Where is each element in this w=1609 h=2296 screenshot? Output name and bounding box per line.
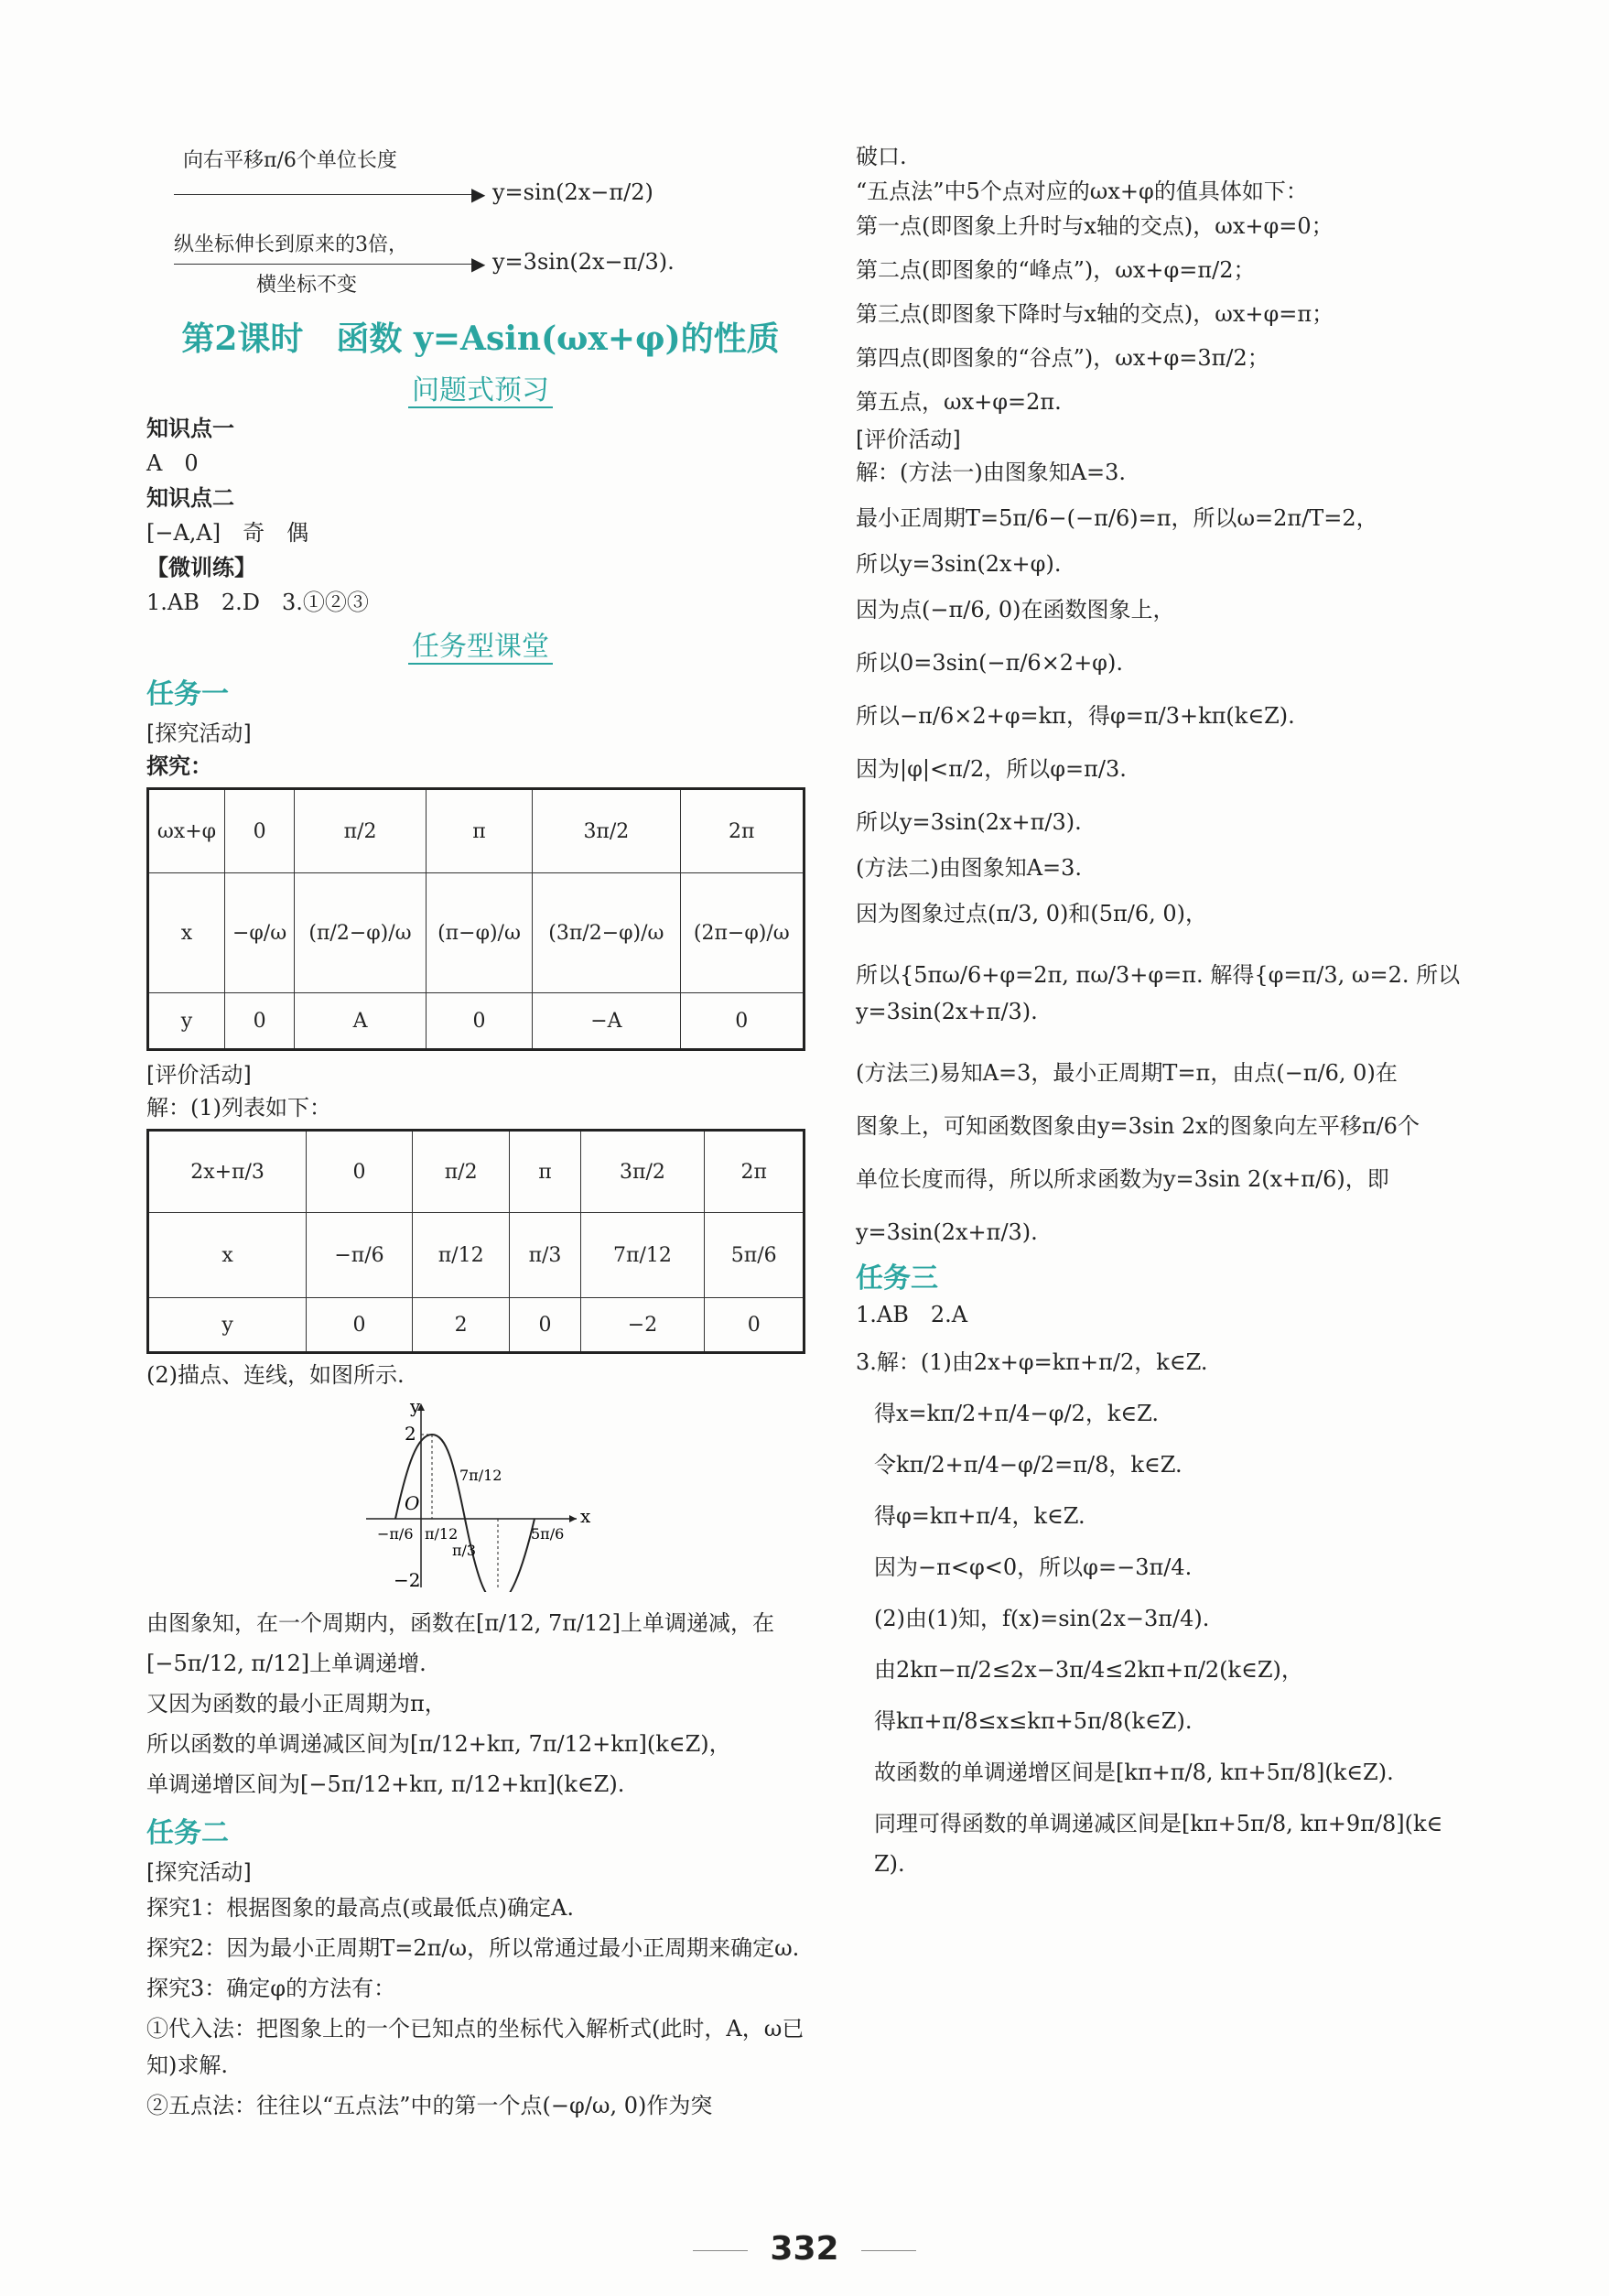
table-row [148, 1213, 804, 1298]
task2-heading: 任务二 [146, 1817, 229, 1849]
right-line: 第一点(即图象上升时与x轴的交点)，ωx+φ=0； [856, 213, 1334, 239]
table-cell: 7π/12 [580, 1213, 705, 1298]
micro-training-heading: 【微训练】 [146, 555, 256, 580]
table-values [146, 1129, 805, 1354]
table-cell: π/12 [412, 1213, 509, 1298]
solution-line: 因为点(−π/6, 0)在函数图象上， [856, 597, 1175, 623]
table-row [148, 993, 804, 1050]
x-axis-label: x [580, 1505, 591, 1527]
table-cell: (π−φ)/ω [426, 873, 532, 993]
task3-line: 3.解：(1)由2x+φ=kπ+π/2，k∈Z. [856, 1349, 1208, 1375]
table-cell: π [510, 1131, 580, 1213]
task3-line: 故函数的单调递增区间是[kπ+π/8, kπ+5π/8](k∈Z). [874, 1760, 1394, 1785]
footer-dash [861, 2250, 916, 2251]
knowledge2-answer: [−A,A] 奇 偶 [146, 520, 309, 546]
solution-line: 所以{5πω/6+φ=2π, πω/3+φ=π. 解得{φ=π/3, ω=2. 所以y=3sin(2x+π/3). [856, 962, 1461, 1024]
solution-line: y=3sin(2x+π/3). [856, 1219, 1038, 1245]
micro-training-answer: 1.AB 2.D 3.①②③ [146, 590, 369, 615]
task2-line: 探究3：确定φ的方法有： [146, 1976, 396, 2001]
preview-title: 问题式预习 [408, 374, 553, 408]
knowledge2-heading: 知识点二 [146, 485, 234, 511]
table-cell: ωx+φ [148, 789, 225, 873]
task2-line: ①代入法：把图象上的一个已知点的坐标代入解析式(此时，A，ω已知)求解. [146, 2016, 804, 2078]
solution-line: 图象上，可知函数图象由y=3sin 2x的图象向左平移π/6个 [856, 1113, 1420, 1139]
table-cell: 0 [705, 1298, 804, 1353]
right-line: 第五点，ωx+φ=2π. [856, 389, 1062, 415]
solution-line: 所以−π/6×2+φ=kπ，得φ=π/3+kπ(k∈Z). [856, 703, 1295, 729]
task2-line: ②五点法：往往以“五点法”中的第一个点(−φ/ω, 0)作为突 [146, 2093, 713, 2118]
task2-line: 探究1：根据图象的最高点(或最低点)确定A. [146, 1895, 574, 1921]
arrow-line [174, 194, 476, 195]
eval1-line1: 解：(1)列表如下： [146, 1095, 331, 1121]
transform-step1-label: 向右平移π/6个单位长度 [183, 149, 397, 172]
table-cell: −φ/ω [224, 873, 294, 993]
table-cell: π/2 [412, 1131, 509, 1213]
table-cell: 0 [224, 789, 294, 873]
right-line: 第二点(即图象的“峰点”)，ωx+φ=π/2； [856, 257, 1256, 283]
solution-line: 因为图象过点(π/3, 0)和(5π/6, 0)， [856, 901, 1208, 926]
transform-step2-label-top: 纵坐标伸长到原来的3倍， [174, 233, 408, 256]
eval2-heading: [评价活动] [856, 427, 961, 452]
table-row [148, 873, 804, 993]
solution-line: 最小正周期T=5π/6−(−π/6)=π，所以ω=2π/T=2， [856, 505, 1378, 531]
analysis-line: 又因为函数的最小正周期为π， [146, 1691, 447, 1717]
task3-line: 令kπ/2+π/4−φ/2=π/8，k∈Z. [874, 1452, 1182, 1478]
analysis-line: [−5π/12, π/12]上单调递增. [146, 1651, 427, 1676]
right-line: 破口. [856, 144, 907, 169]
tick-label-5pi6: 5π/6 [531, 1525, 565, 1543]
eval1-heading: [评价活动] [146, 1062, 252, 1088]
classroom-title: 任务型课堂 [408, 631, 553, 665]
lesson-title: 第2课时 函数 y=Asin(ωx+φ)的性质 [181, 319, 780, 358]
analysis-line: 所以函数的单调递减区间为[π/12+kπ, 7π/12+kπ](k∈Z)， [146, 1731, 731, 1757]
tick-label-pi3: π/3 [452, 1542, 477, 1559]
arrowhead-icon: ▶ [471, 183, 486, 205]
tick-label-7pi12: 7π/12 [459, 1467, 502, 1484]
origin-label: O [405, 1492, 420, 1514]
transform-step1-result: y=sin(2x−π/2) [492, 179, 653, 205]
y-bottom-label: −2 [394, 1569, 421, 1591]
task3-line: (2)由(1)知，f(x)=sin(2x−3π/4). [874, 1606, 1210, 1631]
table-cell: 0 [307, 1298, 413, 1353]
table-cell: (π/2−φ)/ω [295, 873, 427, 993]
table-cell: −2 [580, 1298, 705, 1353]
solution-line: 因为|φ|<π/2，所以φ=π/3. [856, 756, 1127, 782]
table-cell: x [148, 873, 225, 993]
solution-line: (方法二)由图象知A=3. [856, 855, 1083, 881]
knowledge1-answer: A 0 [146, 450, 199, 476]
right-line: 第三点(即图象下降时与x轴的交点)，ωx+φ=π； [856, 301, 1334, 327]
page-number-footer [0, 2230, 1609, 2268]
table-cell: 2π [705, 1131, 804, 1213]
table-cell: 3π/2 [580, 1131, 705, 1213]
task1-explore-heading: [探究活动] [146, 720, 252, 746]
task3-line: 由2kπ−π/2≤2x−3π/4≤2kπ+π/2(k∈Z)， [874, 1657, 1303, 1683]
table-cell: (3π/2−φ)/ω [533, 873, 680, 993]
table-cell: 2π [680, 789, 804, 873]
solution-line: 所以0=3sin(−π/6×2+φ). [856, 650, 1123, 676]
table-cell: 2 [412, 1298, 509, 1353]
table-cell: 2x+π/3 [148, 1131, 307, 1213]
solution-line: 解：(方法一)由图象知A=3. [856, 460, 1127, 485]
right-column [856, 137, 1515, 1883]
task3-answer: 1.AB 2.A [856, 1302, 968, 1327]
page-number: 332 [770, 2230, 839, 2268]
table-row [148, 789, 804, 873]
arrow-line [174, 264, 476, 265]
x-axis-arrow-icon [569, 1515, 577, 1522]
task3-line: 得kπ+π/8≤x≤kπ+5π/8(k∈Z). [874, 1708, 1193, 1734]
table-cell: 0 [680, 993, 804, 1050]
sine-graph [357, 1400, 595, 1592]
task3-line: 同理可得函数的单调递减区间是[kπ+5π/8, kπ+9π/8](k∈ [874, 1811, 1443, 1836]
table-cell: 0 [307, 1131, 413, 1213]
right-line: “五点法”中5个点对应的ωx+φ的值具体如下： [856, 179, 1308, 204]
table-five-points [146, 787, 805, 1051]
table-row [148, 1131, 804, 1213]
table-cell: 0 [510, 1298, 580, 1353]
table-cell: 0 [224, 993, 294, 1050]
solution-line: 所以y=3sin(2x+φ). [856, 551, 1062, 577]
table-cell: y [148, 1298, 307, 1353]
task2-explore-heading: [探究活动] [146, 1859, 252, 1885]
analysis-line: 单调递增区间为[−5π/12+kπ, π/12+kπ](k∈Z). [146, 1771, 625, 1797]
table-cell: A [295, 993, 427, 1050]
task1-heading: 任务一 [146, 678, 229, 710]
table-cell: π [426, 789, 532, 873]
knowledge1-heading: 知识点一 [146, 416, 234, 441]
transform-step2-result: y=3sin(2x−π/3). [492, 249, 675, 275]
table-cell: x [148, 1213, 307, 1298]
section-title-classroom [146, 623, 815, 664]
transformation-steps [146, 137, 815, 302]
analysis-line: 由图象知，在一个周期内，函数在[π/12, 7π/12]上单调递减，在 [146, 1610, 775, 1636]
table-cell: 5π/6 [705, 1213, 804, 1298]
table-cell: −π/6 [307, 1213, 413, 1298]
table-cell: (2π−φ)/ω [680, 873, 804, 993]
arrowhead-icon: ▶ [471, 253, 486, 275]
table-cell: −A [533, 993, 680, 1050]
task2-line: 探究2：因为最小正周期T=2π/ω，所以常通过最小正周期来确定ω. [146, 1935, 800, 1961]
task3-line: 得x=kπ/2+π/4−φ/2，k∈Z. [874, 1401, 1160, 1426]
task3-line: 得φ=kπ+π/4，k∈Z. [874, 1503, 1085, 1529]
footer-dash [693, 2250, 748, 2251]
table-row [148, 1298, 804, 1353]
table-cell: y [148, 993, 225, 1050]
task3-line: 因为−π<φ<0，所以φ=−3π/4. [874, 1554, 1193, 1580]
tick-label-pi12: π/12 [425, 1525, 459, 1543]
table-cell: π/3 [510, 1213, 580, 1298]
section-title-preview [146, 367, 815, 407]
solution-line: 单位长度而得，所以所求函数为y=3sin 2(x+π/6)，即 [856, 1166, 1389, 1192]
y-axis-label: y [410, 1400, 421, 1417]
task3-heading: 任务三 [856, 1262, 938, 1294]
tick-label-neg-pi6: −π/6 [377, 1525, 414, 1543]
left-column [146, 137, 815, 2128]
graph-intro: (2)描点、连线，如图所示. [146, 1362, 405, 1388]
task1-explore-label: 探究： [146, 753, 212, 779]
solution-line: 所以y=3sin(2x+π/3). [856, 809, 1082, 835]
right-line: 第四点(即图象的“谷点”)，ωx+φ=3π/2； [856, 345, 1269, 371]
table-cell: 0 [426, 993, 532, 1050]
table-cell: 3π/2 [533, 789, 680, 873]
y-top-label: 2 [405, 1423, 416, 1445]
table-cell: π/2 [295, 789, 427, 873]
solution-line: (方法三)易知A=3，最小正周期T=π，由点(−π/6, 0)在 [856, 1060, 1398, 1086]
task3-line: Z). [874, 1851, 905, 1877]
transform-step2-label-bottom: 横坐标不变 [256, 274, 358, 297]
